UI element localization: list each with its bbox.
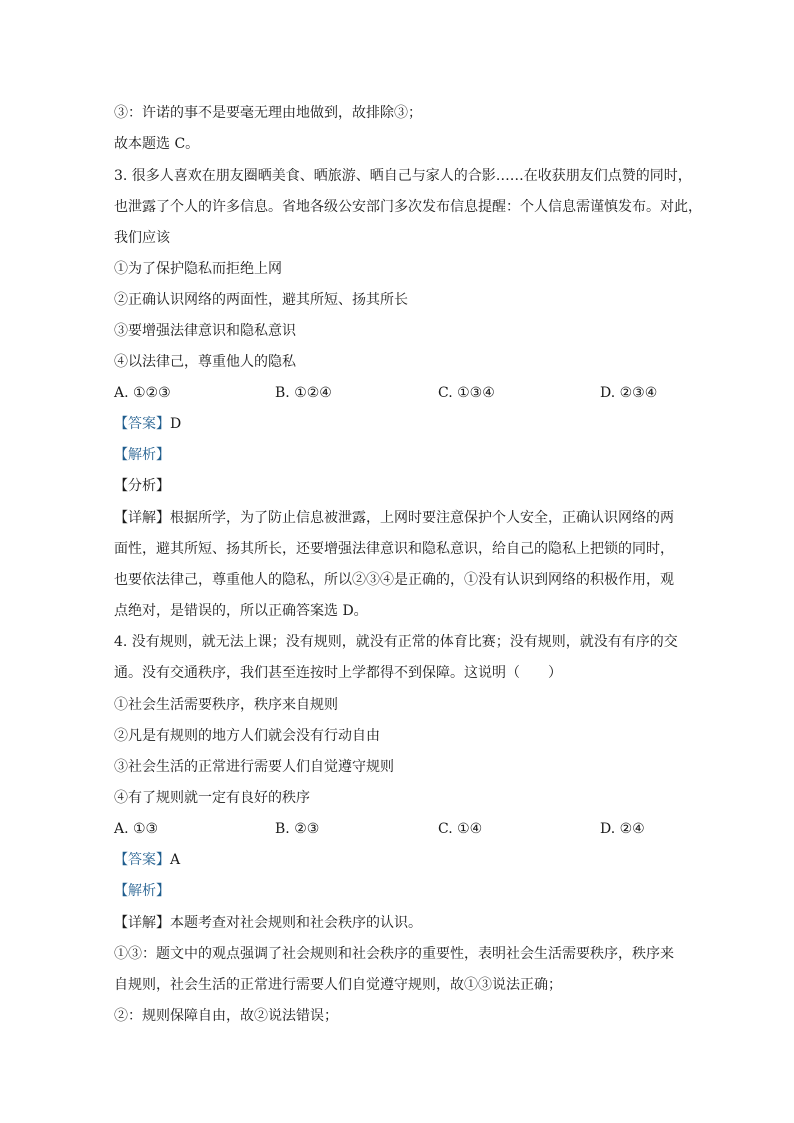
text-line: 故本题选 C。 [114, 136, 200, 152]
question-stem: 3. 很多人喜欢在朋友圈晒美食、晒旅游、晒自己与家人的合影……在收获朋友们点赞的同时， [114, 168, 692, 184]
option-c: C. ①④ [438, 821, 483, 837]
statement-item: ④以法律己，尊重他人的隐私 [114, 354, 296, 370]
fenxi-line [114, 476, 170, 496]
option-d: D. ②③④ [600, 385, 658, 401]
answer-value: A [170, 852, 181, 868]
detail-text: 也要依法律己，尊重他人的隐私，所以②③④是正确的，①没有认识到网络的积极作用，观 [114, 572, 674, 588]
answer-tag: 【答案】 [114, 416, 170, 432]
statement-item: ②凡是有规则的地方人们就会没有行动自由 [114, 728, 380, 744]
detail-text: 面性，避其所短、扬其所长，还要增强法律意识和隐私意识，给自己的隐私上把锁的同时， [114, 541, 674, 557]
detail-tag: 【详解】 [114, 510, 170, 526]
detail-text: ②：规则保障自由，故②说法错误； [114, 1008, 338, 1024]
text-line: ③：许诺的事不是要毫无理由地做到，故排除③； [114, 105, 422, 121]
option-c: C. ①③④ [438, 385, 495, 401]
option-b: B. ②③ [275, 821, 320, 837]
option-d: D. ②④ [600, 821, 645, 837]
statement-item: ①为了保护隐私而拒绝上网 [114, 261, 282, 277]
detail-text: 自规则，社会生活的正常进行需要人们自觉遵守规则，故①③说法正确； [114, 977, 562, 993]
detail-text: 点绝对，是错误的，所以正确答案选 D。 [114, 603, 368, 619]
question-stem: 我们应该 [114, 230, 170, 246]
analysis-line [114, 881, 170, 901]
question-stem: 也泄露了个人的许多信息。省地各级公安部门多次发布信息提醒：个人信息需谨慎发布。对此， [114, 199, 702, 215]
statement-item: ④有了规则就一定有良好的秩序 [114, 790, 310, 806]
option-a: A. ①②③ [114, 385, 171, 401]
detail-text: 根据所学，为了防止信息被泄露，上网时要注意保护个人安全，正确认识网络的两 [170, 510, 674, 526]
detail-text: 本题考查对社会规则和社会秩序的认识。 [170, 915, 422, 931]
option-row [114, 819, 674, 839]
fenxi-tag: 【分析】 [114, 478, 170, 494]
answer-value: D [170, 416, 182, 432]
statement-item: ③社会生活的正常进行需要人们自觉遵守规则 [114, 759, 394, 775]
answer-tag: 【答案】 [114, 852, 170, 868]
option-row [114, 383, 674, 403]
question-stem: 通。没有交通秩序，我们甚至连按时上学都得不到保障。这说明（ ） [114, 665, 562, 681]
detail-line [114, 508, 674, 528]
statement-item: ②正确认识网络的两面性，避其所短、扬其所长 [114, 292, 408, 308]
analysis-tag: 【解析】 [114, 447, 170, 463]
analysis-line [114, 445, 170, 465]
answer-line [114, 850, 180, 870]
analysis-tag: 【解析】 [114, 883, 170, 899]
option-b: B. ①②④ [275, 385, 332, 401]
statement-item: ①社会生活需要秩序，秩序来自规则 [114, 697, 338, 713]
detail-line [114, 913, 422, 933]
statement-item: ③要增强法律意识和隐私意识 [114, 323, 296, 339]
question-stem: 4. 没有规则，就无法上课；没有规则，就没有正常的体育比赛；没有规则，就没有有序的交 [114, 634, 678, 650]
detail-tag: 【详解】 [114, 915, 170, 931]
answer-line [114, 414, 181, 434]
option-a: A. ①③ [114, 821, 159, 837]
detail-text: ①③：题文中的观点强调了社会规则和社会秩序的重要性，表明社会生活需要秩序，秩序来 [114, 946, 674, 962]
